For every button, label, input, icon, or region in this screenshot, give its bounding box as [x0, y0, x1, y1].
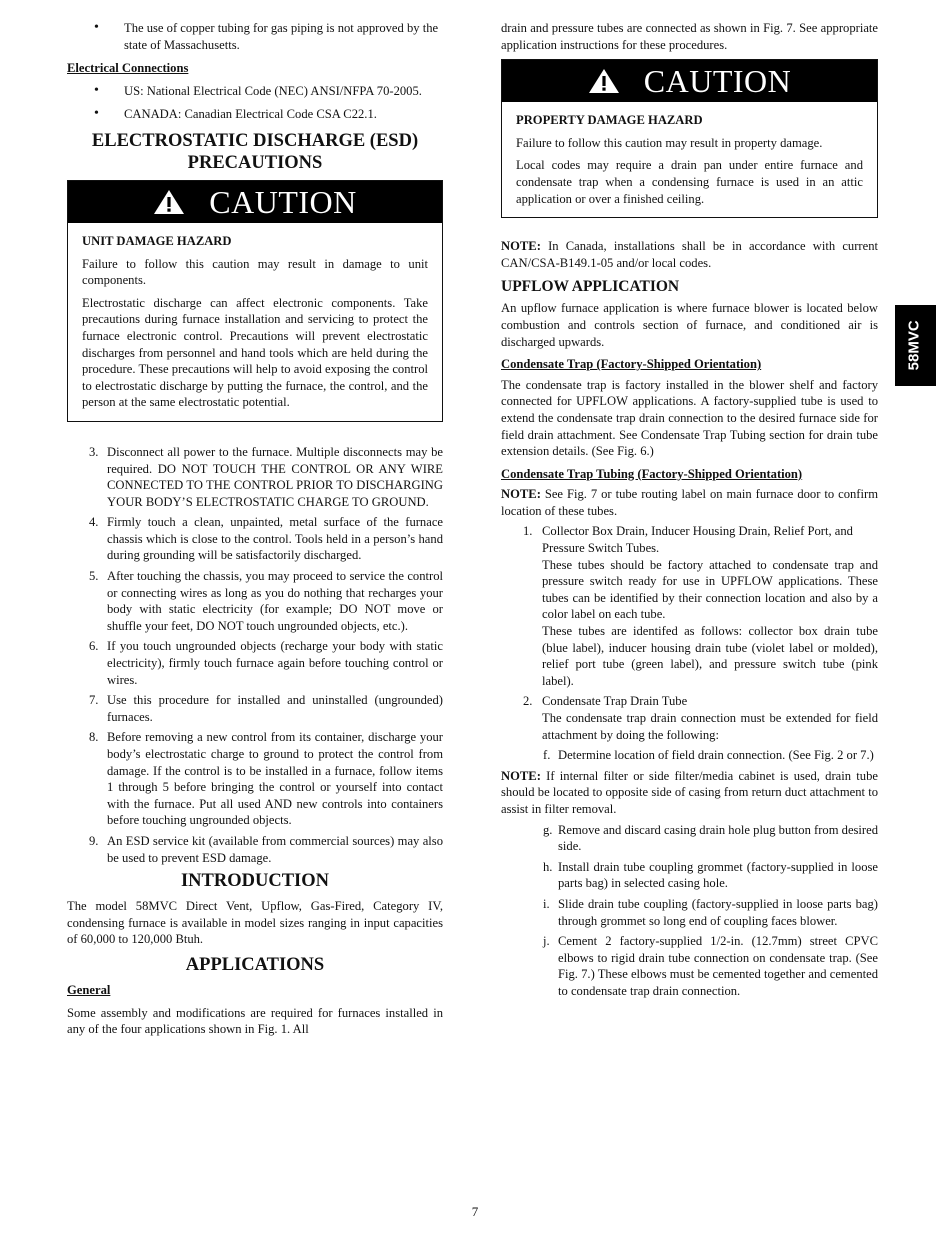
list-item: 5. After touching the chassis, you may proceed to service the control or connecting wires as long as you do nothing that recharges your body with static electricity (for example; DO NOT move or shuffle your feet, DO NOT touch ungrounded objects, etc.).: [89, 569, 443, 633]
list-item: f. Determine location of field drain connection. (See Fig. 2 or 7.): [543, 748, 874, 763]
esd-steps-list: [67, 444, 443, 866]
caution-banner: [502, 60, 877, 102]
intro-bullets: [67, 20, 443, 53]
upflow-heading: UPFLOW APPLICATION: [501, 278, 680, 296]
caution-title: CAUTION: [643, 62, 792, 99]
list-item: • US: National Electrical Code (NEC) ANSI/NFPA 70-2005.: [94, 82, 422, 98]
tube-routing-note: NOTE: See Fig. 7 or tube routing label on main furnace door to confirm location of these tubes.: [501, 487, 878, 518]
applications-heading: APPLICATIONS: [185, 954, 325, 975]
list-item: g. Remove and discard casing drain hole plug button from desired side.: [543, 822, 879, 854]
right-column: [501, 20, 878, 1004]
tubing-heading: Condensate Trap Tubing (Factory-Shipped Orientation): [501, 466, 803, 481]
caution-body: [68, 223, 442, 421]
bullet-icon: •: [94, 106, 99, 122]
warning-triangle-icon: [153, 189, 185, 215]
tubing-steps-list: [501, 523, 878, 743]
trap-heading: Condensate Trap (Factory-Shipped Orientation): [501, 357, 762, 372]
property-damage-caution-box: [501, 59, 878, 218]
bullet-icon: •: [94, 82, 99, 98]
list-item: • The use of copper tubing for gas piping is not approved by the state of Massachusetts.: [94, 20, 439, 52]
trap-text: The condensate trap is factory installed in the blower shelf and factory connected for UPFLOW applications. A factory-supplied tube is used to extend the condensate trap drain connection to the desired furnace side for field drain attachment. See Condensate Trap Tubing section for drain tube extension details. (See Fig. 6.): [501, 377, 878, 459]
electrical-connections-heading: Electrical Connections: [67, 61, 189, 76]
drain-substeps: [501, 822, 878, 1000]
unit-damage-caution-box: [67, 180, 443, 422]
list-item: 8. Before removing a new control from its container, discharge your body’s electrostatic charge to ground to protect the control from damage. If the control is to be installed in a furnace, follow items 1 through 5 before bringing the control or yourself into contact with the furnace. Put all used AND new controls into containers before touching ungrounded objects.: [89, 730, 443, 828]
caution-banner: [68, 181, 442, 223]
hazard-title: PROPERTY DAMAGE HAZARD: [516, 113, 703, 128]
list-item: 3. Disconnect all power to the furnace. Multiple disconnects may be required. DO NOT TOUCH THE CONTROL OR ANY WIRE CONNECTED TO THE CONTROL PRIOR TO DISCHARGING YOUR BODY’S ELECTROSTATIC CHARGE TO GROUND.: [89, 444, 443, 509]
caution-paragraph: Local codes may require a drain pan under entire furnace and condensate trap when a condensing furnace is used in an attic application or over a finished ceiling.: [516, 158, 863, 206]
list-item: 9. An ESD service kit (available from commercial sources) may also be used to prevent ESD damage.: [89, 833, 443, 865]
esd-heading: ELECTROSTATIC DISCHARGE (ESD) PRECAUTIONS: [91, 130, 419, 173]
list-item: 2. Condensate Trap Drain Tube The condensate trap drain connection must be extended for field attachment by doing the following:: [523, 694, 878, 742]
list-item: 4. Firmly touch a clean, unpainted, metal surface of the furnace chassis which is close to the control. Tools held in a person’s hand during grounding will be satisfactorily discharged.: [89, 515, 443, 563]
general-heading: General: [67, 982, 111, 997]
filter-note: NOTE: If internal filter or side filter/media cabinet is used, drain tube should be located to opposite side of casing from return duct attachment to assist in filter removal.: [501, 768, 878, 816]
general-text: Some assembly and modifications are required for furnaces installed in any of the four applications shown in Fig. 1. All: [67, 1005, 443, 1037]
list-item: • CANADA: Canadian Electrical Code CSA C22.1.: [94, 106, 377, 122]
list-item: i. Slide drain tube coupling (factory-supplied in loose parts bag) through grommet so long end of coupling faces blower.: [543, 896, 878, 928]
list-item: 1. Collector Box Drain, Inducer Housing Drain, Relief Port, and Pressure Switch Tubes. These tubes should be factory attached to condensate trap and pressure switch ready for use in UPFLOW applications. These tubes can be identified by their connection location and also by a color label on each tube. These tubes are identifed as follows: collector box drain tube (blue label), inducer housing drain tube (violet label or molded), relief port tube (green label), and pressure switch tube (pink label).: [523, 524, 878, 688]
continued-text: drain and pressure tubes are connected as shown in Fig. 7. See appropriate application instructions for these procedures.: [501, 21, 878, 52]
caution-title: CAUTION: [209, 183, 357, 220]
caution-paragraph: Electrostatic discharge can affect electronic components. Take precautions during furnace installation and servicing to protect the furnace electronic control. Precautions will prevent electrostatic discharges from personnel and hand tools which are held during the procedure. These precautions will help to avoid exposing the control to electrostatic discharge by putting the furnace, the control, and the person at the same electrostatic potential.: [82, 295, 428, 410]
page-number: 7: [471, 1204, 479, 1219]
hazard-title: UNIT DAMAGE HAZARD: [82, 233, 232, 248]
list-item: j. Cement 2 factory-supplied 1/2-in. (12.7mm) street CPVC elbows to rigid drain tube connection on condensate trap. (See Fig. 7.) These elbows must be cemented together and cemented to condensate trap drain connection.: [543, 934, 878, 998]
canada-note: NOTE: In Canada, installations shall be in accordance with current CAN/CSA-B149.1-05 and/or local codes.: [501, 239, 878, 270]
caution-paragraph: Failure to follow this caution may result in damage to unit components.: [82, 256, 428, 288]
drain-substeps-f: [501, 747, 878, 764]
list-item: 6. If you touch ungrounded objects (recharge your body with static electricity), firmly touch furnace again before touching control or wires.: [89, 639, 443, 687]
left-column: [67, 20, 443, 1038]
electrical-bullets: [67, 83, 443, 123]
caution-body: [502, 102, 877, 217]
warning-triangle-icon: [588, 68, 620, 94]
list-item: h. Install drain tube coupling grommet (factory-supplied in loose parts bag) in selected casing hole.: [543, 859, 878, 891]
upflow-text: An upflow furnace application is where furnace blower is located below combustion and controls section of furnace, and conditioned air is discharged upwards.: [501, 301, 878, 349]
caution-paragraph: Failure to follow this caution may result in property damage.: [516, 135, 823, 150]
introduction-text: The model 58MVC Direct Vent, Upflow, Gas-Fired, Category IV, condensing furnace is available in model sizes ranging in input capacities of 60,000 to 120,000 Btuh.: [67, 899, 443, 947]
introduction-heading: INTRODUCTION: [180, 871, 330, 892]
list-item: 7. Use this procedure for installed and uninstalled (ungrounded) furnaces.: [89, 693, 443, 724]
model-side-tab: 58MVC: [895, 305, 936, 386]
bullet-icon: •: [94, 20, 99, 35]
